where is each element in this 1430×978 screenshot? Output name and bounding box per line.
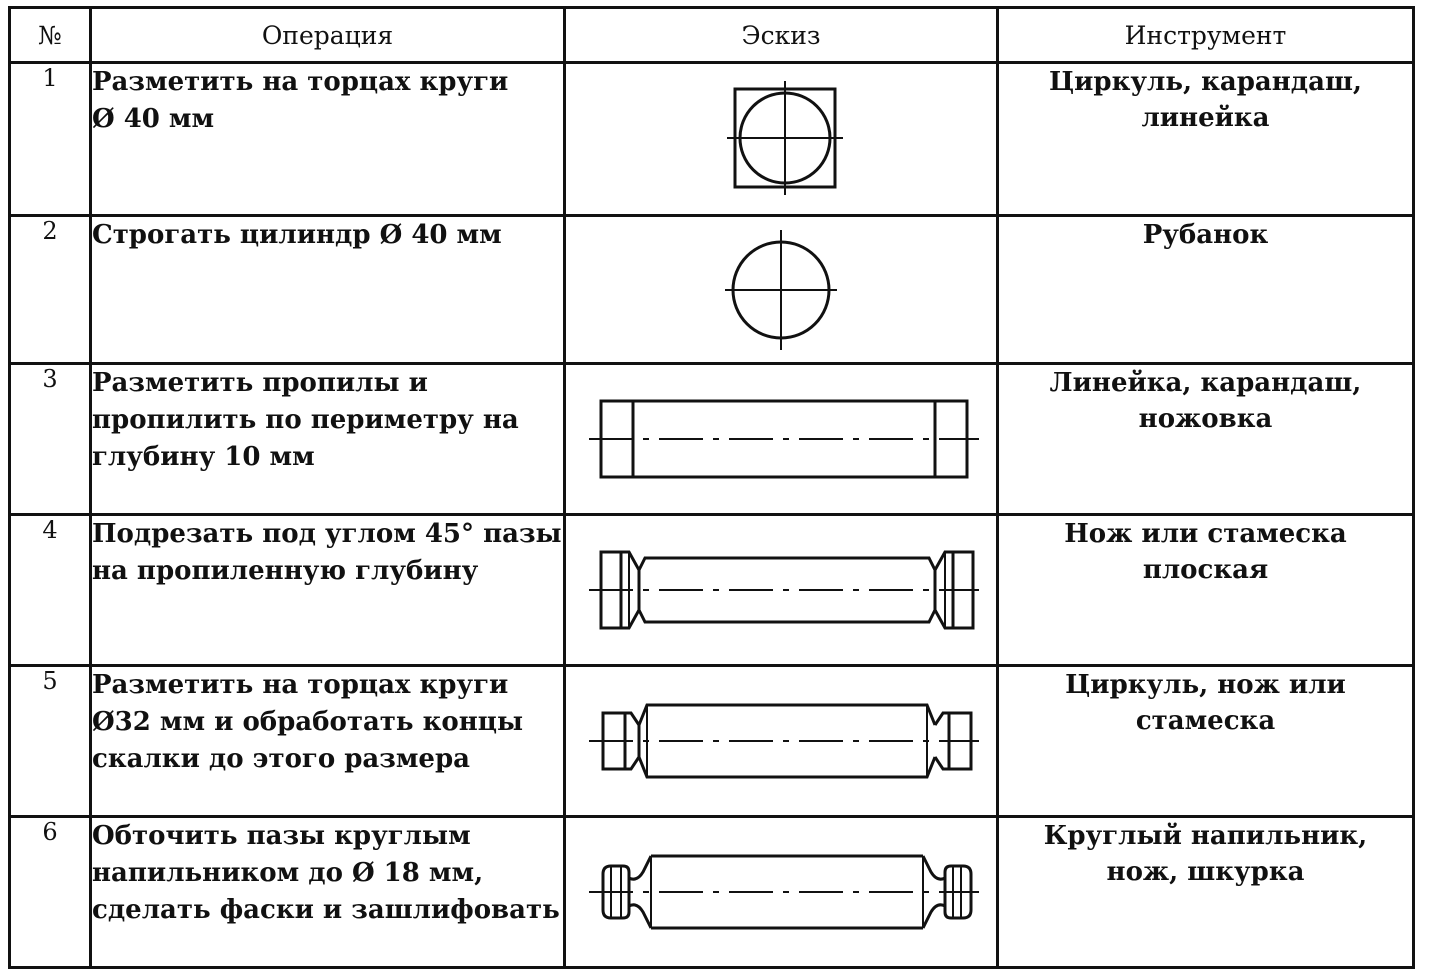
sketch-cylinder-v-grooves — [581, 540, 981, 640]
table-row — [10, 364, 1414, 515]
tool-text: Круглый напильник, нож, шкурка — [998, 817, 1414, 968]
sketch-rolling-pin-ends — [581, 691, 981, 791]
sketch-cell — [565, 63, 998, 216]
tool-text: Линейка, карандаш, ножовка — [998, 364, 1414, 515]
row-number: 3 — [10, 364, 91, 515]
operation-text: Подрезать под углом 45° пазы на пропиленную глубину — [91, 515, 565, 666]
header-operation: Операция — [91, 8, 565, 63]
sketch-cylinder-cuts — [581, 389, 981, 489]
row-number: 6 — [10, 817, 91, 968]
table-row — [10, 216, 1414, 364]
table-row — [10, 63, 1414, 216]
tool-text: Рубанок — [998, 216, 1414, 364]
header-tool: Инструмент — [998, 8, 1414, 63]
row-number: 2 — [10, 216, 91, 364]
header-row — [10, 8, 1414, 63]
sketch-cell — [565, 216, 998, 364]
header-num: № — [10, 8, 91, 63]
sketch-rolling-pin-finished — [581, 842, 981, 942]
operation-text: Строгать цилиндр Ø 40 мм — [91, 216, 565, 364]
sketch-cell — [565, 817, 998, 968]
sketch-cell — [565, 515, 998, 666]
table-row — [10, 817, 1414, 968]
operation-text: Разметить на торцах круги Ø 40 мм — [91, 63, 565, 216]
table-row — [10, 666, 1414, 817]
operation-text: Разметить на торцах круги Ø32 мм и обработать концы скалки до этого размера — [91, 666, 565, 817]
tool-text: Нож или стамеска плоская — [998, 515, 1414, 666]
operations-table — [8, 6, 1415, 969]
sketch-circle — [681, 225, 881, 355]
tool-text: Циркуль, нож или стамеска — [998, 666, 1414, 817]
operation-text: Обточить пазы круглым напильником до Ø 18 мм, сделать фаски и зашлифовать — [91, 817, 565, 968]
row-number: 5 — [10, 666, 91, 817]
sketch-square-circle — [681, 69, 881, 209]
table-row — [10, 515, 1414, 666]
operation-text: Разметить пропилы и пропилить по периметру на глубину 10 мм — [91, 364, 565, 515]
tool-text: Циркуль, карандаш, линейка — [998, 63, 1414, 216]
sketch-cell — [565, 666, 998, 817]
header-sketch: Эскиз — [565, 8, 998, 63]
row-number: 1 — [10, 63, 91, 216]
sketch-cell — [565, 364, 998, 515]
row-number: 4 — [10, 515, 91, 666]
